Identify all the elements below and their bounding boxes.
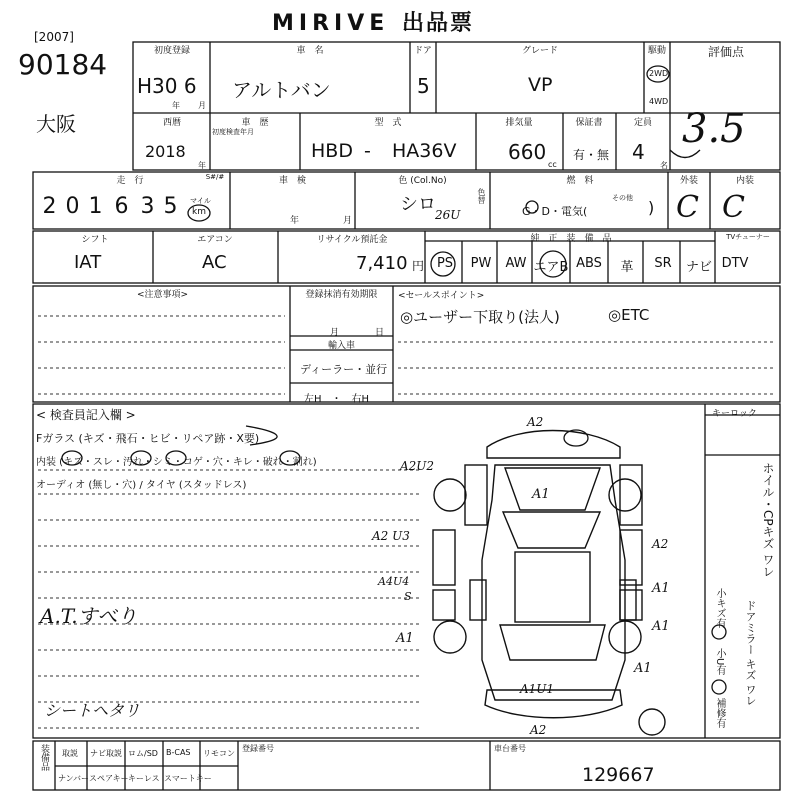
mileage-digit: 0 [65,194,80,219]
caution-label: <注意事項> [136,290,189,300]
color-change-label: 色替 [477,188,486,204]
recycle-value: 7,410 [356,253,408,274]
inspector-line-1: Fガラス (キズ・飛石・ヒビ・リペア跡・X要) [36,432,260,445]
sales-label: <セールスポイント> [398,291,485,301]
diagram-mark: A2U2 [400,459,435,473]
handwritten-note-1: A.T.すべり [40,604,138,628]
chassis-value: 129667 [582,764,655,786]
diagram-mark: A1U1 [520,682,555,696]
western-unit: 年 [198,161,206,170]
recycle-unit: 円 [412,259,425,273]
equipment-airbag: エアB [533,260,569,275]
import-value: ディーラー・並行 [300,363,388,376]
model-dash: - [364,140,371,162]
diagram-mark: A2 [527,415,544,429]
mileage-label: 走 行 [116,176,144,186]
footer-item: リモコン [203,749,235,758]
shift-value: IAT [74,252,102,273]
equipment-list [425,256,780,276]
recycle-label: リサイクル預託金 [316,235,388,245]
footer-item: スペアキー [89,774,129,783]
equipment-abs: ABS [576,256,602,271]
fuel-label: 燃 料 [566,176,594,186]
registration-label: 登録番号 [242,744,274,753]
equipment-sr: SR [654,256,672,271]
footer-item: ナンバー [58,774,90,783]
displacement-label: 排気量 [505,118,533,128]
drive-4wd: 4WD [649,97,669,106]
model-value: HA36V [392,140,457,162]
equipment-pw: PW [470,256,492,271]
diagram-mark: A1 [634,661,652,676]
deadline-month: 月 [330,328,340,338]
diagram-mark: A2 [530,723,547,737]
handle-value: 左H ・ 右H [304,394,370,405]
warranty-label: 保証書 [575,118,603,128]
sales-point-2: ◎ETC [608,306,650,324]
mileage-digits [38,194,182,219]
history-sub: 初度検査年月 [212,128,254,136]
footer-item: キーレス [128,774,160,783]
diagram-mark: S [404,590,412,603]
exterior-label: 外装 [679,176,698,186]
color-code: 26U [435,208,461,222]
score-label: 評価点 [707,45,744,59]
fuel-other: その他 [612,194,633,202]
handwritten-note-2: シートヘタリ [44,701,141,720]
western-label: 西暦 [162,118,181,128]
grade-value: VP [528,74,553,96]
mileage-unit-km: km [192,207,206,217]
form-subtitle: 出品票 [401,11,474,36]
footer-item: スマートキー [164,774,212,783]
legend-repaired: 補修有 [714,698,725,728]
equipment-ps: PS [436,256,454,271]
inspection-label: 車 検 [278,176,306,186]
diagram-mark: A1 [652,581,670,596]
capacity-value: 4 [632,140,645,164]
door-value: 5 [417,74,430,98]
footer-item: B-CAS [166,748,191,757]
grade-label: グレード [521,46,558,56]
equipment-aw: AW [505,256,527,271]
mileage-digit: 2 [42,194,57,219]
brand-name: MIRIVE [272,11,390,36]
region: 大阪 [36,112,76,136]
diagram-mark: A1 [396,631,414,646]
interior-label: 内装 [735,176,754,186]
reg-unit-month: 月 [198,101,206,110]
import-label: 輸入車 [327,341,355,351]
warranty-value: 有・無 [573,148,610,162]
inspection-month: 月 [343,216,353,226]
interior-value: C [722,190,745,225]
reg-value: H30 6 [137,74,197,98]
mileage-digit: 3 [140,194,155,219]
inspector-title: < 検査員記入欄 > [36,408,136,422]
ac-value: AC [202,252,227,273]
model-label: 型 式 [374,118,402,128]
inspector-line-3: オーディオ (無し・穴) / タイヤ (スタッドレス) [36,480,247,491]
legend-mirror: ドアミラー キズ ワレ [744,600,757,706]
reg-unit-year: 年 [172,101,180,110]
footer-item: 取説 [62,749,78,758]
car-name-label: 車 名 [296,46,324,56]
legend-small-scratch: 小キズ有 [714,588,725,628]
diagram-mark: A1 [532,487,550,502]
drive-label: 駆動 [647,46,666,56]
fuel-close: ) [648,198,655,217]
capacity-label: 定員 [633,118,652,128]
ac-label: エアコン [197,235,233,245]
displacement-unit: cc [548,160,557,169]
mileage-digit: 1 [88,194,103,219]
lot-number: 90184 [18,48,108,81]
footer-item: ロム/SD [128,749,158,758]
model-prefix: HBD [311,140,353,162]
deadline-label: 登録抹消有効期限 [305,290,378,300]
legend-wheel: ホイル・CPキズ ワレ [761,462,775,578]
displacement-value: 660 [508,140,547,164]
exterior-value: C [676,190,699,225]
equipment-leather: 革 [620,260,634,275]
form-title [272,6,474,37]
diagram-mark: A2 U3 [372,529,410,543]
equipment-navi: ナビ [685,260,712,275]
legend-small-dent: 小U有 [714,648,725,676]
car-name-value: アルトバン [232,78,331,102]
mileage-digit: 5 [163,194,178,219]
fuel-value: G・D・電気( [522,205,588,218]
keylock-label: キーロック [712,409,757,419]
door-label: ドア [414,46,432,56]
drive-2wd: 2WD [649,69,669,78]
capacity-unit: 名 [660,161,668,170]
diagram-mark: A1 [652,619,670,634]
footer-equip-label: 装備品 [39,744,49,771]
tuner-label: TVチューナー [726,233,770,241]
footer-item: ナビ取説 [90,749,122,758]
history-label: 車 歴 [241,118,269,128]
s-label: S#/# [205,173,225,181]
western-value: 2018 [145,142,186,161]
mileage-digit: 6 [114,194,129,219]
chassis-label: 車台番号 [494,744,526,753]
year-tag: [2007] [34,30,74,44]
reg-label: 初度登録 [153,46,190,56]
diagram-mark: A4U4 [378,575,410,588]
shift-label: シフト [81,235,109,245]
diagram-mark: A2 [652,537,669,551]
inspector-line-2: 内装 (キズ・スレ・汚れ・シミ・コゲ・穴・キレ・破れ・割れ) [36,457,317,468]
equipment-label: 純 正 装 備 品 [530,234,612,244]
sales-point-1: ◎ユーザー下取り(法人) [400,308,560,326]
color-label: 色 (Col.No) [398,176,447,186]
color-value: シロ [400,194,436,215]
mileage-unit-mile: マイル [190,197,211,205]
deadline-day: 日 [375,328,385,338]
score-value: 3.5 [682,106,746,152]
equipment-dtv: DTV [721,256,749,271]
inspection-year: 年 [290,216,300,226]
